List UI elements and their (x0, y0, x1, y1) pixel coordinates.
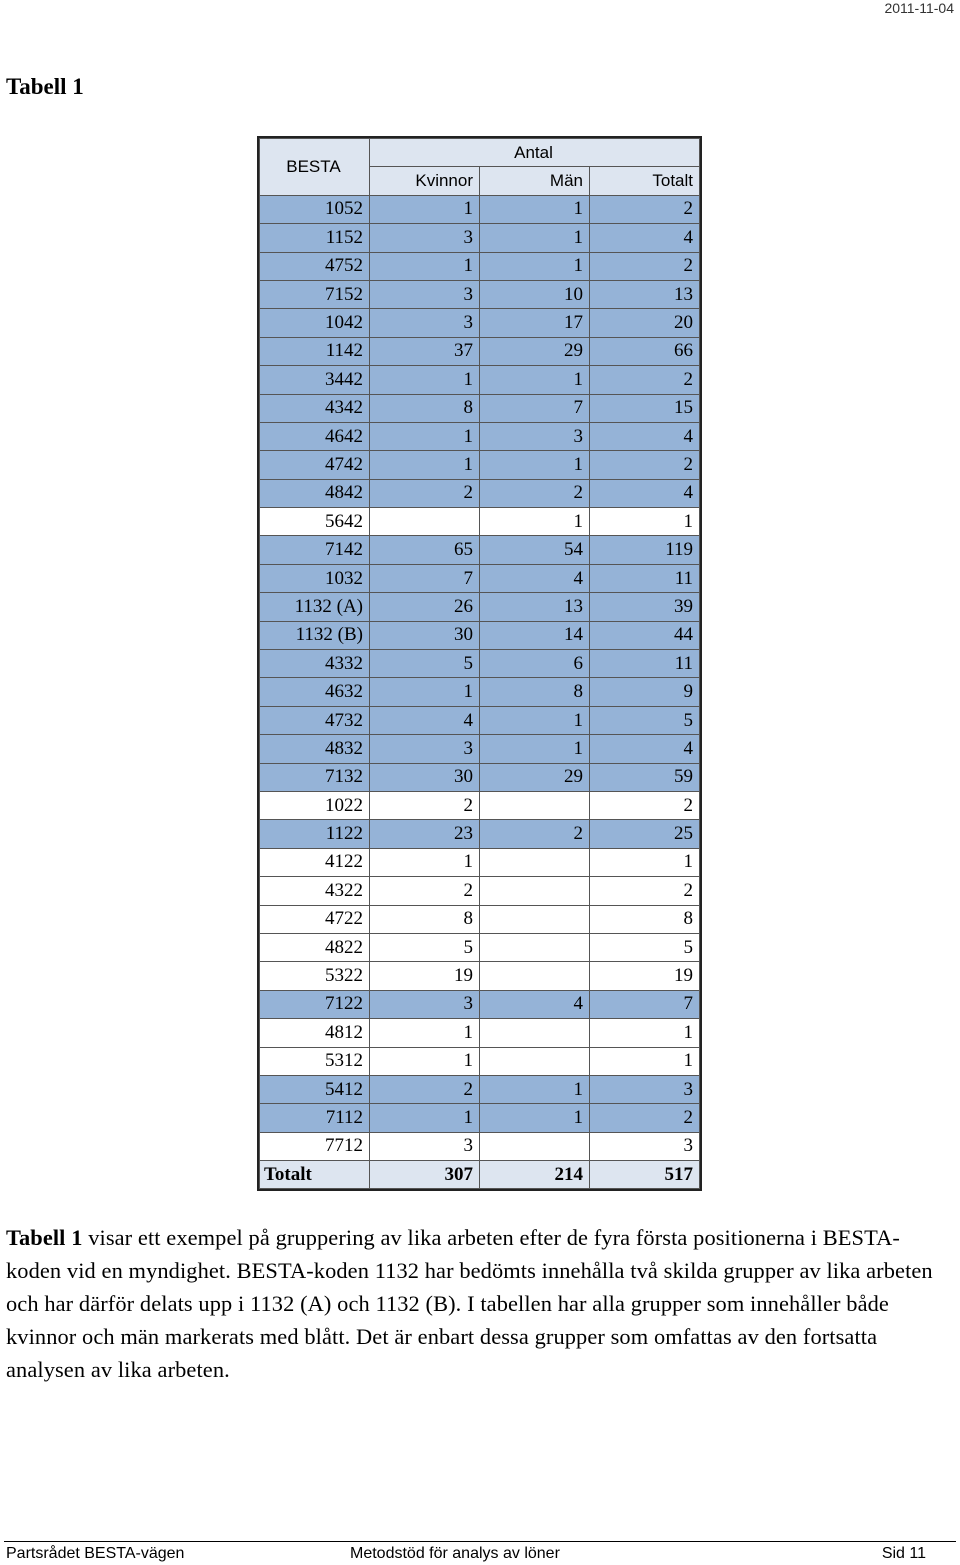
table-row (260, 735, 700, 763)
cell-kvinnor: 1 (370, 195, 480, 223)
cell-man: 3 (480, 422, 590, 450)
cell-totalt: 119 (590, 536, 700, 564)
table-row (260, 706, 700, 734)
cell-man: 2 (480, 479, 590, 507)
cell-man: 8 (480, 678, 590, 706)
cell-totalt: 13 (590, 280, 700, 308)
cell-totalt: 2 (590, 1104, 700, 1132)
table-row (260, 962, 700, 990)
group-header-antal: Antal (370, 139, 700, 167)
cell-man (480, 933, 590, 961)
cell-besta-code: 1052 (260, 195, 370, 223)
table-row (260, 791, 700, 819)
cell-kvinnor: 2 (370, 1075, 480, 1103)
cell-besta-code: 5322 (260, 962, 370, 990)
table-row (260, 1047, 700, 1075)
cell-man (480, 877, 590, 905)
cell-kvinnor: 1 (370, 252, 480, 280)
footer-org: Partsrådet BESTA-vägen (6, 1545, 185, 1562)
col-header-besta: BESTA (260, 139, 370, 196)
table-row (260, 479, 700, 507)
cell-besta-code: 7112 (260, 1104, 370, 1132)
cell-totalt: 5 (590, 706, 700, 734)
table-row (260, 422, 700, 450)
cell-man: 10 (480, 280, 590, 308)
cell-besta-code: 7152 (260, 280, 370, 308)
cell-totalt: 66 (590, 337, 700, 365)
col-header-man: Män (480, 167, 590, 195)
cell-totalt: 5 (590, 933, 700, 961)
cell-totalt: 9 (590, 678, 700, 706)
cell-totalt: 11 (590, 650, 700, 678)
paragraph-lead: Tabell 1 (6, 1225, 83, 1250)
cell-man: 1 (480, 1104, 590, 1132)
cell-besta-code: 1022 (260, 791, 370, 819)
cell-man (480, 905, 590, 933)
footer-divider (4, 1541, 956, 1542)
cell-man: 1 (480, 224, 590, 252)
cell-man: 1 (480, 366, 590, 394)
cell-kvinnor (370, 508, 480, 536)
cell-man (480, 1019, 590, 1047)
cell-kvinnor: 30 (370, 621, 480, 649)
table-row (260, 820, 700, 848)
cell-totalt: 25 (590, 820, 700, 848)
total-man: 214 (480, 1161, 590, 1189)
total-row (260, 1161, 700, 1189)
table-row (260, 905, 700, 933)
table-row (260, 508, 700, 536)
table-row (260, 678, 700, 706)
cell-man: 1 (480, 508, 590, 536)
table-row (260, 309, 700, 337)
cell-besta-code: 4732 (260, 706, 370, 734)
cell-totalt: 1 (590, 848, 700, 876)
cell-kvinnor: 26 (370, 593, 480, 621)
cell-man (480, 791, 590, 819)
table-row (260, 394, 700, 422)
cell-besta-code: 5312 (260, 1047, 370, 1075)
cell-totalt: 2 (590, 451, 700, 479)
cell-kvinnor: 3 (370, 1132, 480, 1160)
cell-man: 1 (480, 1075, 590, 1103)
cell-kvinnor: 3 (370, 309, 480, 337)
cell-totalt: 2 (590, 195, 700, 223)
cell-kvinnor: 5 (370, 933, 480, 961)
cell-totalt: 11 (590, 564, 700, 592)
cell-kvinnor: 8 (370, 394, 480, 422)
col-header-totalt: Totalt (590, 167, 700, 195)
cell-kvinnor: 5 (370, 650, 480, 678)
cell-besta-code: 7132 (260, 763, 370, 791)
cell-besta-code: 1132 (A) (260, 593, 370, 621)
table-row (260, 650, 700, 678)
cell-totalt: 4 (590, 735, 700, 763)
table-row (260, 1132, 700, 1160)
cell-kvinnor: 19 (370, 962, 480, 990)
cell-besta-code: 7712 (260, 1132, 370, 1160)
cell-kvinnor: 1 (370, 1019, 480, 1047)
cell-man: 4 (480, 564, 590, 592)
cell-totalt: 15 (590, 394, 700, 422)
paragraph-text: visar ett exempel på gruppering av lika arbeten efter de fyra första positionerna i BESTA-koden vid en myndighet. BESTA-koden 1132 har bedömts innehålla två skilda grupper av lika arbeten och har därför delats upp i 1132 (A) och 1132 (B). I tabellen har alla grupper som innehåller både kvinnor och män markerats med blått. Det är enbart dessa grupper som omfattas av den fortsatta analysen av lika arbeten. (6, 1225, 933, 1382)
table-row (260, 337, 700, 365)
table-row (260, 621, 700, 649)
cell-man: 29 (480, 337, 590, 365)
cell-kvinnor: 7 (370, 564, 480, 592)
table-row (260, 252, 700, 280)
cell-totalt: 59 (590, 763, 700, 791)
table-row (260, 763, 700, 791)
table-row (260, 593, 700, 621)
cell-kvinnor: 3 (370, 990, 480, 1018)
table-row (260, 933, 700, 961)
cell-totalt: 4 (590, 422, 700, 450)
cell-totalt: 44 (590, 621, 700, 649)
total-kvinnor: 307 (370, 1161, 480, 1189)
cell-man (480, 848, 590, 876)
cell-totalt: 1 (590, 508, 700, 536)
table-row (260, 1019, 700, 1047)
cell-man: 1 (480, 252, 590, 280)
cell-besta-code: 4342 (260, 394, 370, 422)
cell-besta-code: 4752 (260, 252, 370, 280)
cell-besta-code: 1122 (260, 820, 370, 848)
cell-besta-code: 4742 (260, 451, 370, 479)
cell-besta-code: 1132 (B) (260, 621, 370, 649)
cell-kvinnor: 23 (370, 820, 480, 848)
cell-kvinnor: 1 (370, 848, 480, 876)
document-date: 2011-11-04 (884, 0, 954, 16)
table-row (260, 536, 700, 564)
cell-man: 1 (480, 195, 590, 223)
cell-man: 13 (480, 593, 590, 621)
cell-besta-code: 4332 (260, 650, 370, 678)
table-row (260, 990, 700, 1018)
cell-totalt: 20 (590, 309, 700, 337)
cell-kvinnor: 1 (370, 1104, 480, 1132)
table-row (260, 366, 700, 394)
cell-besta-code: 1142 (260, 337, 370, 365)
cell-besta-code: 4322 (260, 877, 370, 905)
total-totalt: 517 (590, 1161, 700, 1189)
cell-totalt: 19 (590, 962, 700, 990)
cell-man: 7 (480, 394, 590, 422)
table-row (260, 1104, 700, 1132)
cell-totalt: 2 (590, 252, 700, 280)
cell-totalt: 39 (590, 593, 700, 621)
cell-besta-code: 4832 (260, 735, 370, 763)
cell-besta-code: 3442 (260, 366, 370, 394)
cell-besta-code: 5642 (260, 508, 370, 536)
cell-man: 17 (480, 309, 590, 337)
cell-besta-code: 4842 (260, 479, 370, 507)
cell-besta-code: 1032 (260, 564, 370, 592)
cell-besta-code: 7122 (260, 990, 370, 1018)
cell-kvinnor: 1 (370, 1047, 480, 1075)
cell-besta-code: 4642 (260, 422, 370, 450)
cell-totalt: 2 (590, 877, 700, 905)
table-row (260, 564, 700, 592)
cell-kvinnor: 3 (370, 735, 480, 763)
cell-kvinnor: 2 (370, 479, 480, 507)
table-row (260, 451, 700, 479)
cell-kvinnor: 1 (370, 366, 480, 394)
cell-man (480, 1132, 590, 1160)
description-paragraph (6, 1221, 936, 1386)
col-header-kvinnor: Kvinnor (370, 167, 480, 195)
cell-totalt: 1 (590, 1047, 700, 1075)
cell-man (480, 1047, 590, 1075)
cell-kvinnor: 4 (370, 706, 480, 734)
cell-besta-code: 7142 (260, 536, 370, 564)
cell-kvinnor: 3 (370, 224, 480, 252)
total-label: Totalt (260, 1161, 370, 1189)
table-heading: Tabell 1 (6, 74, 84, 99)
cell-besta-code: 4122 (260, 848, 370, 876)
footer-page-number: Sid 11 (881, 1545, 926, 1562)
besta-table-frame (257, 136, 702, 1191)
cell-totalt: 1 (590, 1019, 700, 1047)
table-row (260, 848, 700, 876)
cell-man: 14 (480, 621, 590, 649)
cell-kvinnor: 2 (370, 791, 480, 819)
cell-totalt: 3 (590, 1075, 700, 1103)
cell-kvinnor: 30 (370, 763, 480, 791)
cell-totalt: 4 (590, 224, 700, 252)
cell-kvinnor: 37 (370, 337, 480, 365)
cell-man (480, 962, 590, 990)
cell-man: 6 (480, 650, 590, 678)
cell-besta-code: 4822 (260, 933, 370, 961)
cell-kvinnor: 1 (370, 678, 480, 706)
cell-man: 2 (480, 820, 590, 848)
cell-man: 54 (480, 536, 590, 564)
cell-besta-code: 1042 (260, 309, 370, 337)
cell-kvinnor: 1 (370, 451, 480, 479)
cell-man: 1 (480, 451, 590, 479)
cell-totalt: 4 (590, 479, 700, 507)
table-row (260, 224, 700, 252)
cell-besta-code: 4812 (260, 1019, 370, 1047)
cell-man: 4 (480, 990, 590, 1018)
cell-kvinnor: 3 (370, 280, 480, 308)
cell-totalt: 3 (590, 1132, 700, 1160)
table-row (260, 877, 700, 905)
cell-totalt: 8 (590, 905, 700, 933)
cell-totalt: 2 (590, 791, 700, 819)
cell-man: 29 (480, 763, 590, 791)
footer-doc-title: Metodstöd för analys av löner (350, 1545, 560, 1562)
table-row (260, 1075, 700, 1103)
cell-kvinnor: 1 (370, 422, 480, 450)
table-row (260, 280, 700, 308)
cell-besta-code: 1152 (260, 224, 370, 252)
cell-man: 1 (480, 735, 590, 763)
table-row (260, 195, 700, 223)
cell-besta-code: 5412 (260, 1075, 370, 1103)
cell-totalt: 2 (590, 366, 700, 394)
besta-table (259, 138, 700, 1189)
cell-kvinnor: 8 (370, 905, 480, 933)
cell-besta-code: 4722 (260, 905, 370, 933)
cell-kvinnor: 2 (370, 877, 480, 905)
cell-kvinnor: 65 (370, 536, 480, 564)
cell-man: 1 (480, 706, 590, 734)
cell-totalt: 7 (590, 990, 700, 1018)
cell-besta-code: 4632 (260, 678, 370, 706)
